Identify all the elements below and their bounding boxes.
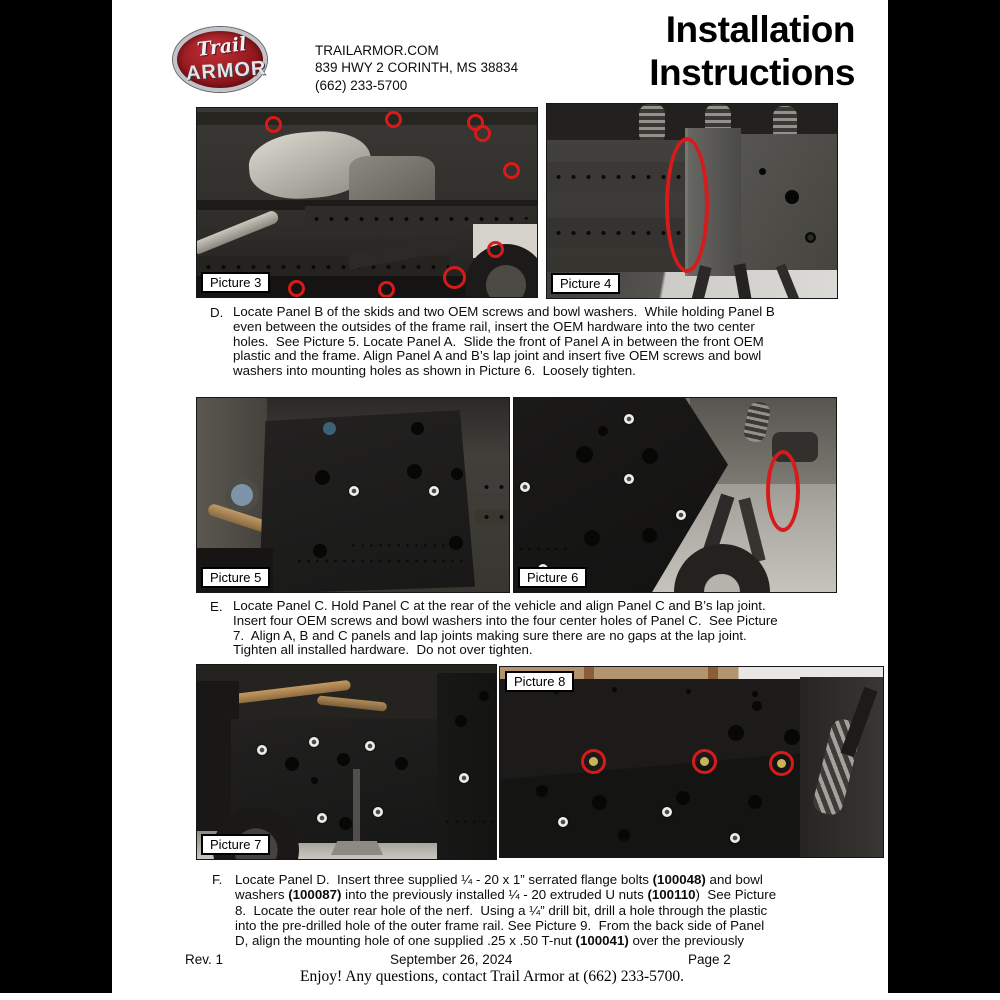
step-e-letter: E. xyxy=(210,599,223,614)
exhaust-pipe xyxy=(196,209,280,256)
letterbox-right xyxy=(888,0,1000,993)
panel-hole xyxy=(395,757,408,770)
annotation-circle xyxy=(503,162,520,179)
panel-hole xyxy=(752,691,758,697)
skid-panel-rear xyxy=(437,673,497,860)
panel-hole xyxy=(407,464,422,479)
letterbox-left xyxy=(0,0,112,993)
panel-hole xyxy=(748,795,762,809)
jack-pole xyxy=(353,769,360,845)
picture-6-label: Picture 6 xyxy=(518,567,587,588)
step-f-text: Locate Panel D. Insert three supplied ¼ - 20 x 1” serrated flange bolts (100048) and bowl washers (100087) into the previously installed ¼ - 20 extruded U nuts (100110) See Picture 8. Locate the outer rear hole of the nerf. Using a ¼” drill bit, drill a hole through the plastic into the pre-drilled hole of the outer frame rail. See Picture 9. From the back side of Panel D, align the mounting hole of one supplied .25 x .50 T-nut (100041) over the previously xyxy=(235,872,777,949)
annotation-circle xyxy=(288,280,305,297)
step-e xyxy=(210,599,860,658)
frame-hole xyxy=(759,168,766,175)
panel-vent-holes xyxy=(514,544,574,554)
step-d-letter: D. xyxy=(210,305,224,320)
panel-hole xyxy=(479,691,489,701)
jack-stand xyxy=(331,841,383,855)
picture-7-label: Picture 7 xyxy=(201,834,270,855)
bowl-washer xyxy=(365,741,375,751)
panel-hole xyxy=(642,528,657,543)
panel-vent-holes xyxy=(347,541,457,550)
company-phone: (662) 233-5700 xyxy=(315,77,408,93)
panel-hole xyxy=(584,530,600,546)
picture-5-photo xyxy=(196,397,510,593)
panel-hole xyxy=(455,715,467,727)
annotation-circle xyxy=(474,125,491,142)
panel-hole xyxy=(598,426,608,436)
page-title-line1: Installation xyxy=(665,9,855,50)
annotation-circle xyxy=(581,749,606,774)
panel-hole xyxy=(592,795,607,810)
frame-rail-holes xyxy=(475,510,510,524)
annotation-circle xyxy=(265,116,282,133)
bowl-washer xyxy=(309,737,319,747)
trail-armor-logo xyxy=(173,27,267,92)
panel-hole xyxy=(315,470,330,485)
panel-hole xyxy=(337,753,350,766)
panel-hole xyxy=(612,687,617,692)
annotation-circle xyxy=(487,241,504,258)
step-d-text: Locate Panel B of the skids and two OEM screws and bowl washers. While holding Panel B even between the outsides of the frame rail, insert the OEM hardware into the two center holes. See Picture 5. Locate Panel A. Slide the front of Panel A in between the front OEM plastic and the frame. Align Panel A and B’s lap joint and insert five OEM screws and bowl washers into mounting holes as shown in Picture 6. Loosely tighten. xyxy=(233,304,775,379)
bowl-washer xyxy=(429,486,439,496)
bowl-washer xyxy=(730,833,740,843)
bowl-washer xyxy=(624,414,634,424)
annotation-circle xyxy=(378,281,395,298)
annotation-ellipse xyxy=(766,450,800,532)
annotation-circle xyxy=(692,749,717,774)
step-e-text: Locate Panel C. Hold Panel C at the rear of the vehicle and align Panel C and B’s lap joint. Insert four OEM screws and bowl washers into the four center holes of Panel C. See Picture 7. Align A, B and C panels and lap joints making sure there are no gaps at the lap joint. Tighten all installed hardware. Do not over tighten. xyxy=(233,598,778,658)
panel-hole xyxy=(784,729,800,745)
bowl-washer xyxy=(662,807,672,817)
panel-hole xyxy=(752,701,762,711)
company-website: TRAILARMOR.COM xyxy=(315,43,439,58)
company-address: 839 HWY 2 CORINTH, MS 38834 xyxy=(315,60,519,76)
coil-spring xyxy=(639,104,665,144)
footer-contact-note: Enjoy! Any questions, contact Trail Armor at (662) 233-5700. xyxy=(299,968,685,985)
company-contact-block xyxy=(315,42,518,94)
annotation-circle xyxy=(385,111,402,128)
annotation-ellipse xyxy=(665,137,709,273)
frame-rail-holes xyxy=(475,480,510,494)
picture-8-label: Picture 8 xyxy=(505,671,574,692)
filter-canister xyxy=(225,478,259,512)
panel-hole xyxy=(576,446,593,463)
picture-3-photo xyxy=(196,107,538,298)
panel-hole xyxy=(451,468,463,480)
panel-hole xyxy=(536,785,548,797)
panel-hole xyxy=(676,791,690,805)
footer-revision: Rev. 1 xyxy=(185,952,224,967)
page-title xyxy=(649,8,855,94)
bowl-washer xyxy=(317,813,327,823)
footer-page-number: Page 2 xyxy=(688,952,731,967)
step-d xyxy=(210,305,860,379)
picture-4-label: Picture 4 xyxy=(551,273,620,294)
bowl-washer xyxy=(257,745,267,755)
panel-hole xyxy=(285,757,299,771)
frame-hole xyxy=(805,232,816,243)
panel-hole xyxy=(618,829,630,841)
panel-hole xyxy=(411,422,424,435)
frame-hole xyxy=(785,190,799,204)
logo-text-armor: ARMOR xyxy=(185,57,268,85)
bowl-washer xyxy=(373,807,383,817)
bowl-washer xyxy=(459,773,469,783)
bowl-washer xyxy=(624,474,634,484)
skid-panel-d xyxy=(500,679,810,858)
panel-vent-holes xyxy=(441,817,497,826)
bowl-washer xyxy=(520,482,530,492)
annotation-circle xyxy=(443,266,466,289)
frame-tube xyxy=(197,112,538,125)
panel-hole xyxy=(686,689,691,694)
page-title-line2: Instructions xyxy=(649,52,855,93)
panel-vent-holes xyxy=(293,556,469,566)
panel-hole xyxy=(323,422,336,435)
panel-hole xyxy=(339,817,352,830)
step-f xyxy=(212,872,872,948)
panel-hole xyxy=(311,777,318,784)
panel-hole xyxy=(728,725,744,741)
logo-text-trail: Trail xyxy=(195,33,248,61)
picture-5-label: Picture 5 xyxy=(201,567,270,588)
bowl-washer xyxy=(349,486,359,496)
picture-6-photo xyxy=(513,397,837,593)
picture-7-photo xyxy=(196,664,497,860)
bowl-washer xyxy=(676,510,686,520)
bowl-washer xyxy=(558,817,568,827)
picture-8-photo xyxy=(499,666,884,858)
footer-date: September 26, 2024 xyxy=(390,952,513,967)
step-f-letter: F. xyxy=(212,872,223,887)
annotation-circle xyxy=(769,751,794,776)
picture-3-label: Picture 3 xyxy=(201,272,270,293)
picture-4-photo xyxy=(546,103,838,299)
panel-hole xyxy=(642,448,658,464)
